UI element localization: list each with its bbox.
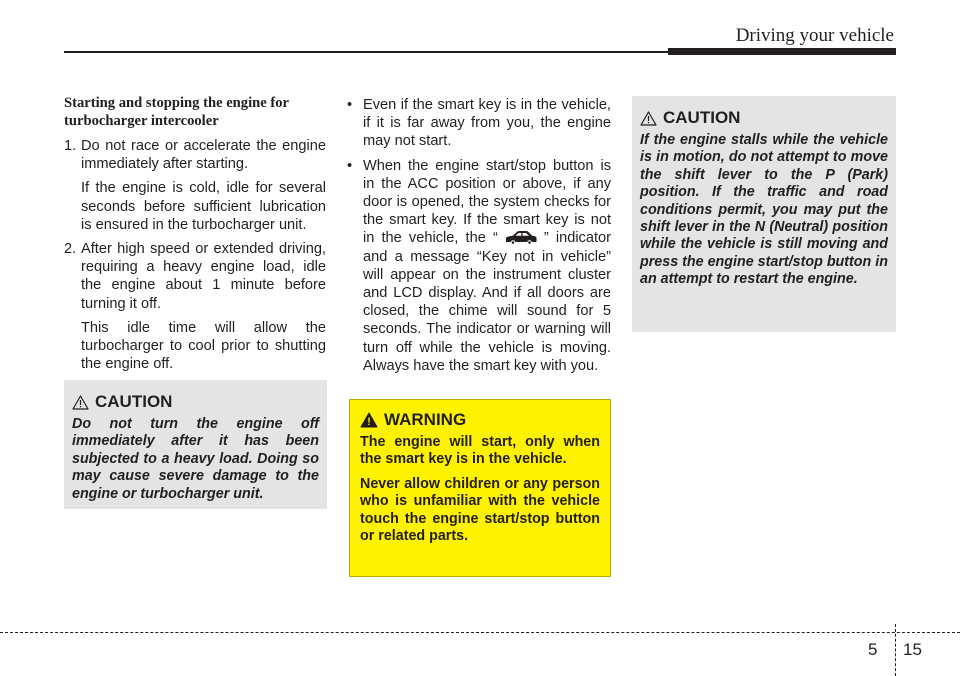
numbered-item-1 bbox=[64, 137, 326, 234]
key-not-in-vehicle-icon bbox=[504, 230, 538, 245]
bullet-text bbox=[363, 157, 611, 375]
bullet-text-part: ” indicator and a message “Key not in vehicle” will appear on the instrument cluster and LCD display. And if all doors are closed, the chime will sound for 5 seconds. The indicator or warning will turn off while the vehicle is moving. Always have the smart key with you. bbox=[363, 230, 612, 374]
item-number: 2. bbox=[64, 241, 77, 258]
warning-text bbox=[360, 434, 600, 545]
item-paragraph: After high speed or extended driving, requiring a heavy engine load, idle the engine about 1 minute before turning it off. bbox=[81, 241, 326, 312]
caution-title-text: CAUTION bbox=[663, 108, 741, 127]
bullet-item-2 bbox=[345, 157, 611, 375]
header-rule-accent bbox=[668, 48, 896, 55]
warning-title bbox=[360, 410, 600, 430]
item-paragraph: If the engine is cold, idle for several seconds before sufficient lubrication is ensured in the turbocharger unit. bbox=[81, 180, 326, 233]
bullet-text: Even if the smart key is in the vehicle, if it is far away from you, the engine may not start. bbox=[363, 97, 611, 150]
page-number: 15 bbox=[903, 640, 922, 659]
numbered-item-2 bbox=[64, 240, 326, 373]
item-body bbox=[81, 240, 326, 373]
caution-text: If the engine stalls while the vehicle is in motion, do not attempt to move the shift lever to the P (Park) position. If the traffic and road conditions permit, you may put the shift lever in the N (Neutral) position while the vehicle is still moving and press the engine start/stop button in an attempt to restart the engine. bbox=[640, 132, 888, 288]
middle-column bbox=[345, 96, 611, 381]
warning-triangle-icon bbox=[360, 412, 378, 428]
footer-rule bbox=[0, 632, 960, 633]
caution-title-text: CAUTION bbox=[95, 392, 173, 411]
item-paragraph: Do not race or accelerate the engine immediately after starting. bbox=[81, 138, 326, 173]
caution-triangle-icon bbox=[640, 111, 657, 126]
section-heading: Starting and stopping the engine for turbocharger intercooler bbox=[64, 95, 289, 129]
caution-text: Do not turn the engine off immediately after it has been subjected to a heavy load. Doing so may cause severe damage to the engine or turbocharger unit. bbox=[72, 416, 319, 502]
page-header-title: Driving your vehicle bbox=[735, 25, 894, 46]
bullet-text-part: When the engine start/stop button is in the ACC position or above, if any door is opened, the system checks for the smart key. If the smart key is not in the vehicle, the “ bbox=[363, 157, 611, 247]
warning-paragraph: Never allow children or any person who is unfamiliar with the vehicle touch the engine start/stop button or related parts. bbox=[360, 475, 600, 545]
warning-paragraph: The engine will start, only when the smart key is in the vehicle. bbox=[360, 434, 600, 468]
bullet-dot: • bbox=[347, 97, 353, 113]
caution-box-engine-stall bbox=[632, 96, 896, 332]
left-column bbox=[64, 94, 326, 379]
footer-divider bbox=[895, 624, 896, 676]
caution-title bbox=[640, 108, 888, 128]
caution-triangle-icon bbox=[72, 395, 89, 410]
item-paragraph: This idle time will allow the turbocharger to cool prior to shutting the engine off. bbox=[81, 319, 326, 373]
item-body bbox=[81, 137, 326, 234]
bullet-item-1 bbox=[345, 96, 611, 151]
bullet-dot: • bbox=[347, 157, 353, 174]
caution-title bbox=[72, 392, 319, 412]
warning-title-text: WARNING bbox=[384, 410, 467, 429]
item-number: 1. bbox=[64, 138, 77, 154]
caution-box-turbocharger bbox=[64, 380, 327, 509]
chapter-number: 5 bbox=[868, 640, 878, 659]
warning-box bbox=[349, 399, 611, 577]
